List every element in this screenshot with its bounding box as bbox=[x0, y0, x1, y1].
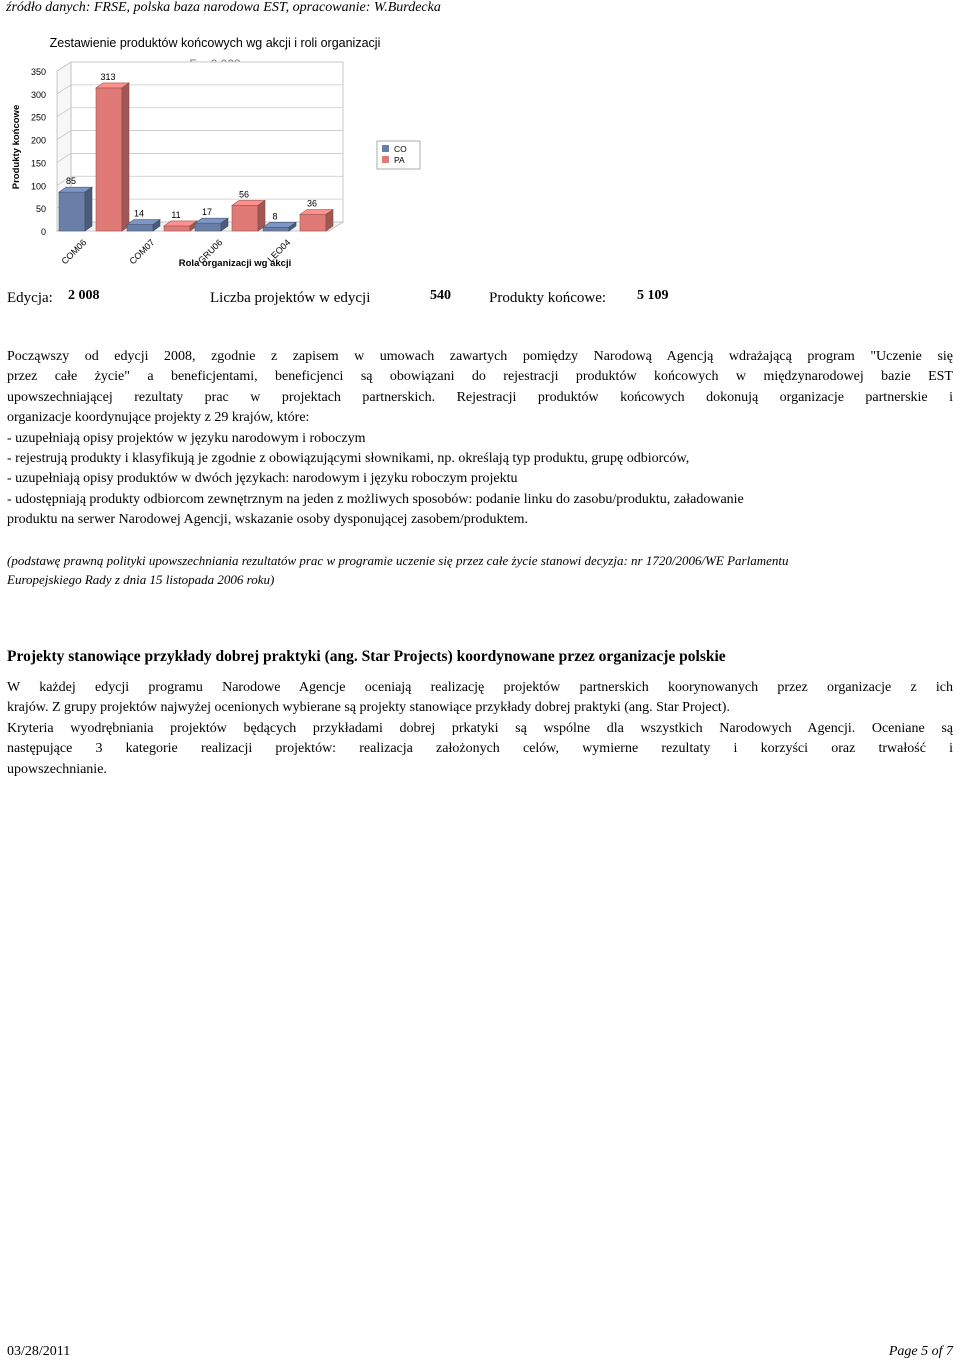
legal-note bbox=[7, 551, 953, 589]
star-projects-paragraph bbox=[7, 678, 953, 780]
data-label: 56 bbox=[238, 189, 250, 200]
y-tick-label: 0 bbox=[40, 227, 46, 237]
page-number: Page 5 of 7 bbox=[888, 1344, 953, 1359]
y-tick-label: 250 bbox=[30, 112, 46, 123]
y-tick-label: 100 bbox=[30, 181, 46, 192]
bar-side bbox=[122, 83, 129, 231]
intro-paragraph bbox=[7, 347, 953, 531]
list-item: - uzupełniają opisy projektów w języku narodowym i roboczym bbox=[7, 430, 366, 446]
bar-front bbox=[96, 88, 122, 231]
text-line: krajów. Z grupy projektów najwyżej ocenionych wybierane są projekty stanowiące przykłady dobrej praktyki (ang. Star Project). bbox=[7, 700, 730, 716]
data-label: 14 bbox=[133, 208, 145, 219]
y-tick-label: 50 bbox=[35, 204, 46, 215]
text-line: przez całe życie" a beneficjentami, beneficjenci są obowiązani do rejestracji produktów końcowych w międzynarodowej bazie EST bbox=[7, 369, 953, 385]
y-tick-label: 150 bbox=[30, 158, 46, 169]
projects-label: Liczba projektów w edycji bbox=[210, 290, 371, 306]
products-label: Produkty końcowe: bbox=[489, 290, 607, 306]
bar-front bbox=[164, 226, 190, 231]
chart-title: Zestawienie produktów końcowych wg akcji i roli organizacji bbox=[49, 36, 381, 50]
source-note: źródło danych: FRSE, polska baza narodowa EST, opracowanie: W.Burdecka bbox=[6, 0, 441, 15]
y-tick-label: 300 bbox=[30, 89, 46, 100]
text-line: upowszechniającej rezultaty prac w projektach partnerskich. Rejestracji produktów końcowych dokonują organizacje partnerskie i bbox=[7, 389, 953, 405]
projects-value: 540 bbox=[430, 288, 451, 303]
text-line: (podstawę prawną polityki upowszechniania rezultatów prac w programie uczenie się przez całe życie stanowi decyzja: nr 1720/2006/WE Parlamentu bbox=[7, 553, 789, 568]
x-axis-label: Rola organizacji wg akcji bbox=[178, 258, 292, 269]
section-heading: Projekty stanowiące przykłady dobrej praktyki (ang. Star Projects) koordynowane przez organizacje polskie bbox=[7, 648, 726, 665]
data-label: 11 bbox=[171, 209, 181, 220]
legend-swatch bbox=[382, 156, 389, 163]
data-label: 36 bbox=[306, 198, 318, 209]
text-line: następujące 3 kategorie realizacji projektów: realizacja założonych celów, wymierne rezultaty i korzyści oraz trwałość i bbox=[7, 741, 953, 757]
legend-swatch bbox=[382, 145, 389, 152]
data-label: 8 bbox=[272, 211, 278, 222]
text-line: organizacje koordynujące projekty z 29 krajów, które: bbox=[7, 410, 310, 426]
x-tick-label: COM06 bbox=[59, 237, 89, 267]
text-line: upowszechnianie. bbox=[7, 761, 107, 777]
x-tick-label: LEO04 bbox=[265, 237, 293, 265]
bar-front bbox=[59, 192, 85, 231]
bar-chart bbox=[0, 28, 480, 273]
bar-front bbox=[195, 223, 221, 231]
x-tick-label: COM07 bbox=[127, 237, 157, 267]
list-item: - rejestrują produkty i klasyfikują je zgodnie z obowiązującymi słownikami, np. określają typ produktu, grupę odbiorców, bbox=[7, 451, 690, 467]
list-item: - uzupełniają opisy produktów w dwóch językach: narodowym i języku roboczym projektu bbox=[7, 471, 518, 487]
legend-label: PA bbox=[394, 155, 405, 165]
edition-label: Edycja: bbox=[7, 290, 53, 306]
y-tick-label: 350 bbox=[30, 67, 46, 77]
text-line: Począwszy od edycji 2008, zgodnie z zapisem w umowach zawartych pomiędzy Narodową Agencją wdrażającą program "Uczenie się bbox=[7, 349, 953, 364]
y-axis-label: Produkty końcowe bbox=[11, 104, 22, 190]
bar-front bbox=[263, 227, 289, 231]
data-label: 85 bbox=[65, 176, 77, 187]
list-item: produktu na serwer Narodowej Agencji, wskazanie osoby dysponującej zasobem/produktem. bbox=[7, 512, 528, 528]
text-line: Europejskiego Rady z dnia 15 listopada 2006 roku) bbox=[7, 572, 275, 587]
text-line: Kryteria wyodrębniania projektów będących przykładami dobrej prkatyki są wspólne dla wszystkich Narodowych Agencji. Oceniane są bbox=[7, 720, 953, 736]
legend-label: CO bbox=[394, 144, 407, 154]
bar-front bbox=[300, 215, 326, 231]
data-label: 17 bbox=[201, 207, 213, 218]
bar-front bbox=[232, 205, 258, 231]
products-value: 5 109 bbox=[637, 288, 669, 303]
bar-side bbox=[85, 187, 92, 231]
bar-front bbox=[127, 225, 153, 231]
list-item: - udostępniają produkty odbiorcom zewnętrznym na jeden z możliwych sposobów: podanie linku do zasobu/produktu, załadowanie bbox=[7, 491, 744, 507]
edition-value: 2 008 bbox=[68, 288, 100, 303]
text-line: W każdej edycji programu Narodowe Agencje oceniają realizację projektów partnerskich koorynowanych przez organizacje z ich bbox=[7, 680, 953, 695]
footer-date: 03/28/2011 bbox=[7, 1344, 71, 1359]
data-label: 313 bbox=[100, 71, 116, 82]
y-tick-label: 200 bbox=[30, 135, 46, 146]
x-tick-label: GRU06 bbox=[196, 237, 225, 266]
